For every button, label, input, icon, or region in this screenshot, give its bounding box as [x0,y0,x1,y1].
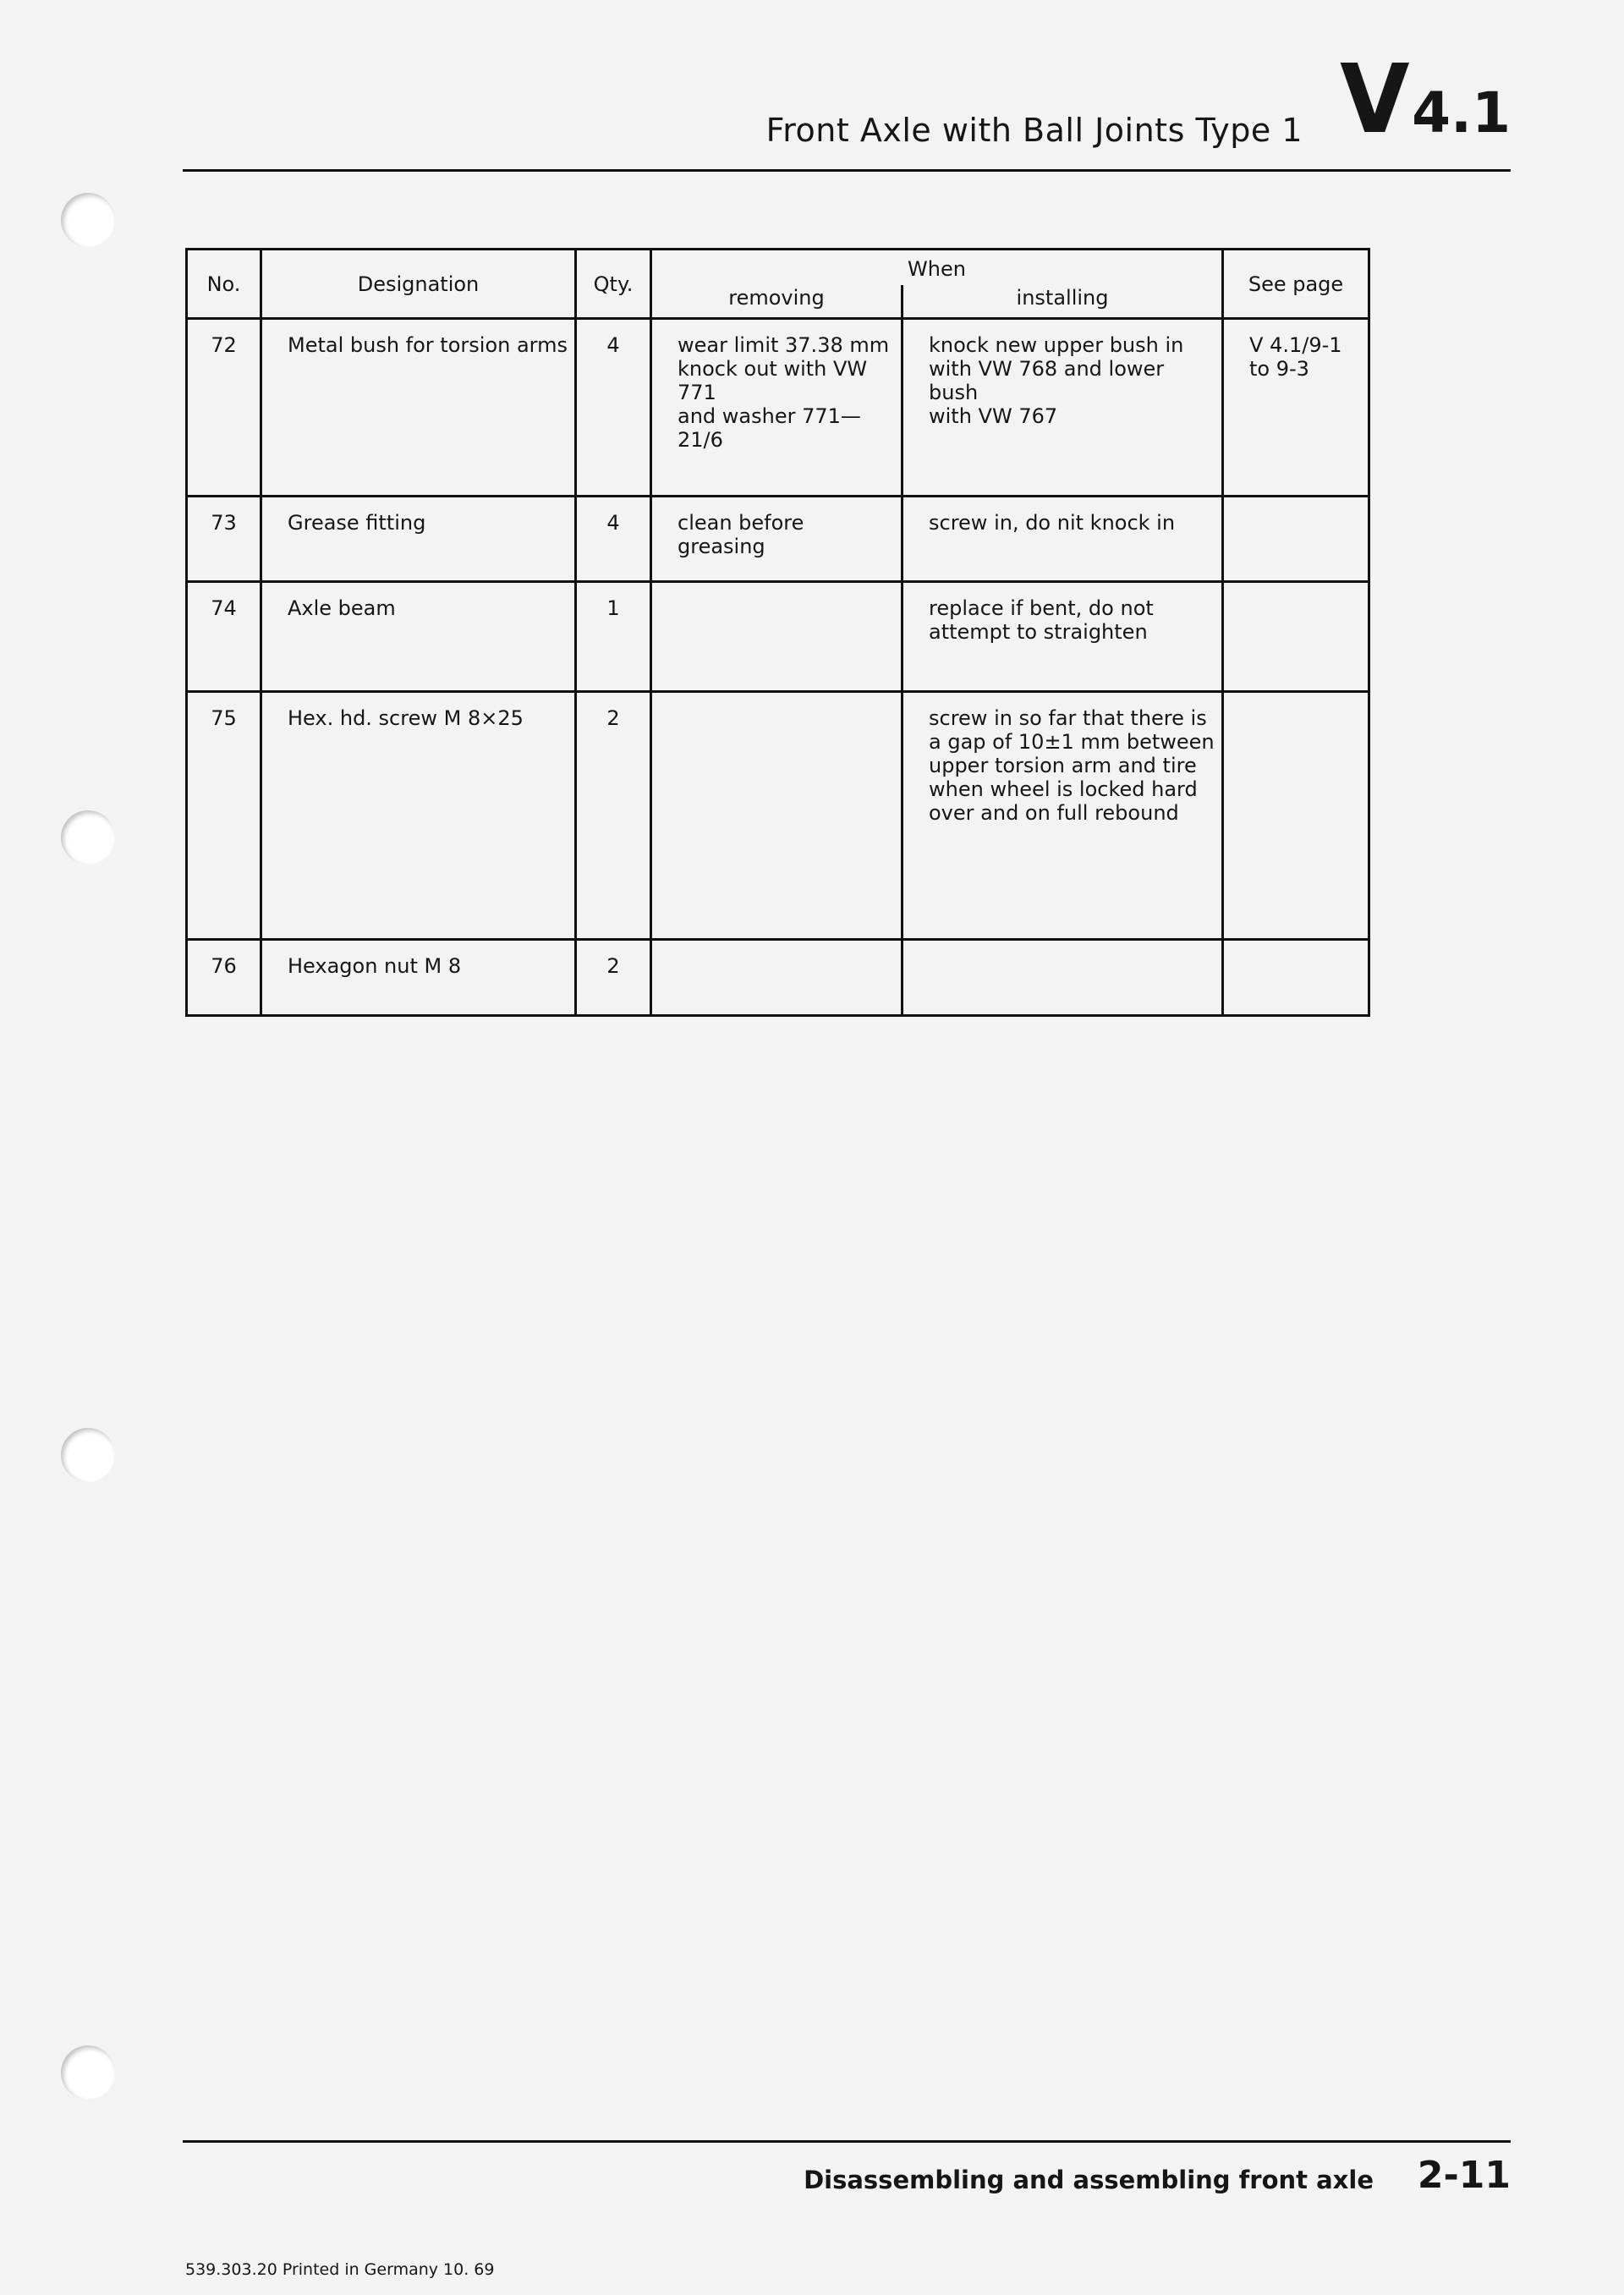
table-row [187,319,1369,497]
punch-hole [61,2045,115,2100]
header-when: When [651,250,1223,285]
table-row [187,692,1369,940]
cell-line: and washer 771—21/6 [678,404,861,452]
cell-line: knock out with VW 771 [678,357,868,404]
cell-installing [903,692,1223,940]
cell-see-page [1223,582,1369,692]
cell-qty: 2 [576,940,651,1016]
cell-line: over and on full rebound [929,801,1179,825]
cell-installing [903,497,1223,582]
cell-removing [651,497,903,582]
header-qty: Qty. [576,250,651,319]
cell-designation: Metal bush for torsion arms [261,319,576,497]
cell-qty: 4 [576,497,651,582]
cell-line: with VW 768 and lower bush [929,357,1165,404]
page-number: 2-11 [1417,2154,1511,2197]
cell-no: 72 [187,319,261,497]
cell-line: when wheel is locked hard [929,777,1198,801]
page-title: Front Axle with Ball Joints Type 1 [765,112,1303,149]
cell-designation: Hexagon nut M 8 [261,940,576,1016]
cell-see-page [1223,319,1369,497]
cell-no: 75 [187,692,261,940]
punch-hole [61,193,115,247]
header-designation: Designation [261,250,576,319]
cell-designation: Axle beam [261,582,576,692]
footer-rule [183,2140,1511,2143]
footer-title: Disassembling and assembling front axle [804,2166,1374,2194]
cell-line: clean before greasing [678,511,804,558]
cell-removing [651,692,903,940]
cell-line: knock new upper bush in [929,333,1184,357]
header-installing: installing [903,285,1223,319]
cell-no: 74 [187,582,261,692]
section-code [1338,45,1511,155]
parts-table [185,248,1370,1017]
punch-hole [61,1428,115,1482]
section-code-minor: 4.1 [1412,80,1511,145]
cell-designation: Grease fitting [261,497,576,582]
cell-removing [651,319,903,497]
cell-see-page [1223,497,1369,582]
cell-removing [651,940,903,1016]
print-info: 539.303.20 Printed in Germany 10. 69 [185,2260,495,2279]
cell-line: screw in so far that there is [929,706,1207,730]
cell-installing [903,582,1223,692]
header-removing: removing [651,285,903,319]
cell-designation: Hex. hd. screw M 8×25 [261,692,576,940]
cell-no: 73 [187,497,261,582]
cell-removing [651,582,903,692]
cell-see-page [1223,940,1369,1016]
cell-line: screw in, do nit knock in [929,511,1176,535]
cell-qty: 1 [576,582,651,692]
header-rule [183,169,1511,172]
table-row [187,497,1369,582]
cell-line: attempt to straighten [929,620,1148,644]
cell-line: to 9-3 [1249,357,1309,381]
cell-line: with VW 767 [929,404,1058,428]
cell-installing [903,940,1223,1016]
cell-line: V 4.1/9-1 [1249,333,1342,357]
cell-installing [903,319,1223,497]
cell-line: upper torsion arm and tire [929,754,1197,777]
cell-line: replace if bent, do not [929,596,1154,620]
cell-no: 76 [187,940,261,1016]
cell-line: wear limit 37.38 mm [678,333,890,357]
header-no: No. [187,250,261,319]
section-code-major: V [1340,45,1410,155]
cell-see-page [1223,692,1369,940]
table-row [187,582,1369,692]
cell-qty: 2 [576,692,651,940]
header-see-page: See page [1223,250,1369,319]
table-row [187,940,1369,1016]
punch-hole [61,810,115,865]
cell-line: a gap of 10±1 mm between [929,730,1215,754]
cell-qty: 4 [576,319,651,497]
